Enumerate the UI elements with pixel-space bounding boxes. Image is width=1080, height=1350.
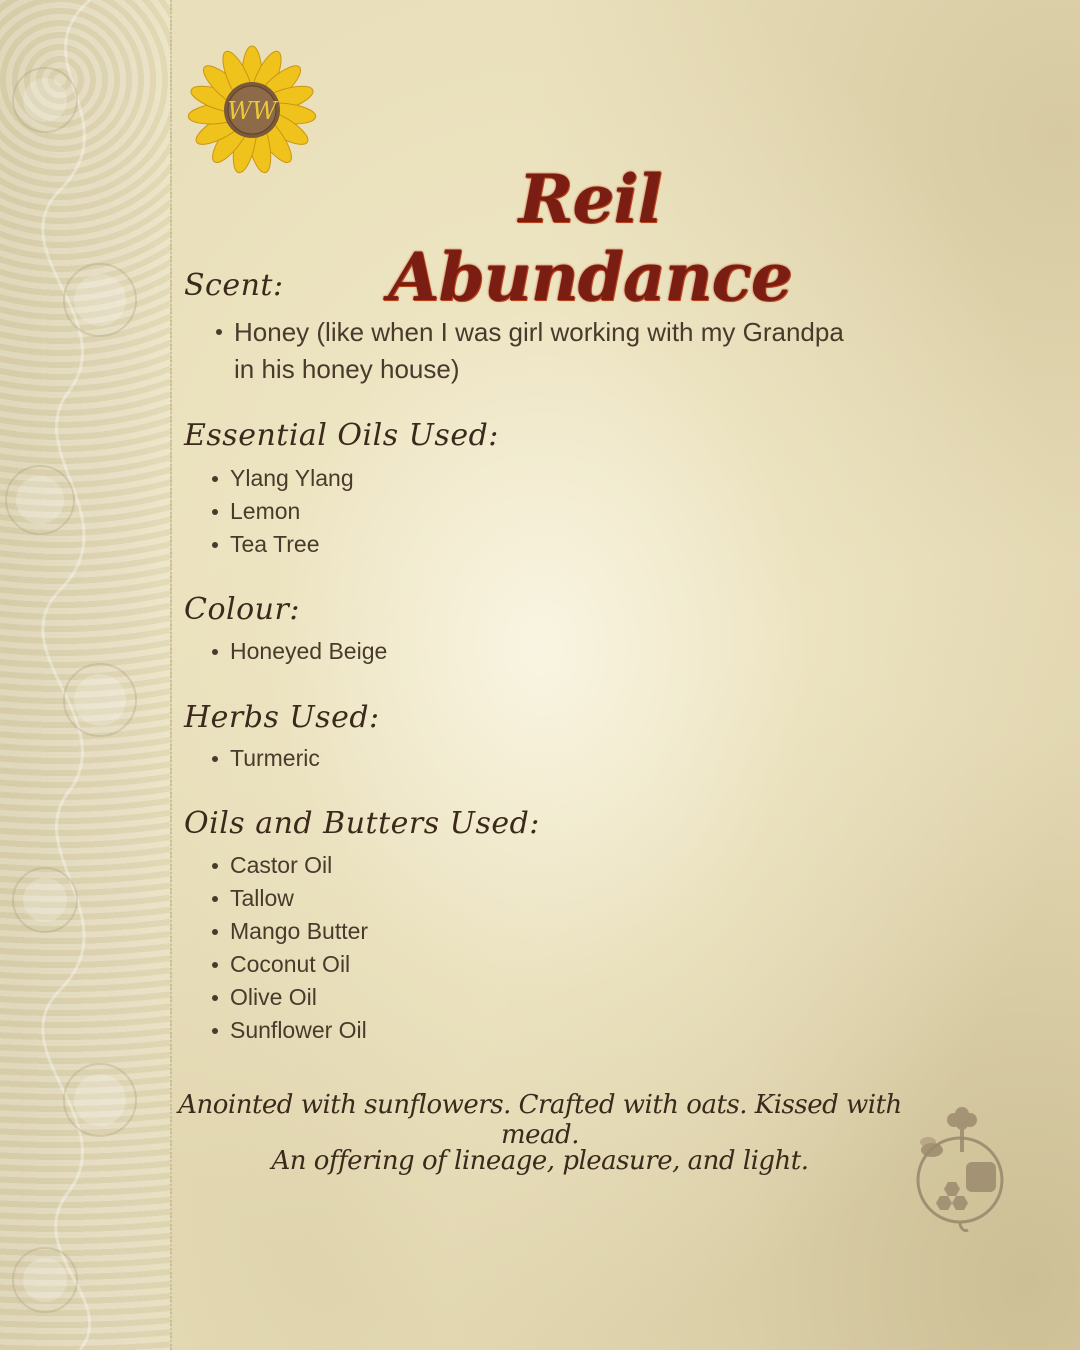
list-item: Sunflower Oil [206,1014,706,1047]
logo-monogram: WW [227,97,277,125]
list-item: Honeyed Beige [206,635,706,668]
list-item: Tea Tree [206,528,706,561]
lace-border [0,0,172,1350]
heading-oils-butters: Oils and Butters Used: [184,806,540,841]
list-item: Tallow [206,882,706,915]
herbs-list [206,742,706,775]
list-item: Lemon [206,495,706,528]
list-item: Coconut Oil [206,948,706,981]
essential-oils-list [206,462,706,561]
list-item: Mango Butter [206,915,706,948]
heading-scent: Scent: [184,268,284,303]
list-item: Olive Oil [206,981,706,1014]
heading-herbs: Herbs Used: [184,700,380,735]
heading-essential-oils: Essential Oils Used: [184,418,499,453]
list-item: Honey (like when I was girl working with my Grandpa in his honey house) [210,314,850,388]
page-title: Reil Abundance [388,160,792,316]
footer-offering: An offering of lineage, pleasure, and light. [271,1146,809,1176]
sunflower-logo [186,44,318,176]
footer-tagline: Anointed with sunflowers. Crafted with oats. Kissed with mead. [178,1090,902,1150]
oils-butters-list [206,849,706,1047]
colour-list [206,635,706,668]
bee-honey-emblem-icon [910,1100,1014,1236]
list-item: Ylang Ylang [206,462,706,495]
scent-list [210,314,850,388]
heading-colour: Colour: [184,592,300,627]
list-item: Castor Oil [206,849,706,882]
list-item: Turmeric [206,742,706,775]
